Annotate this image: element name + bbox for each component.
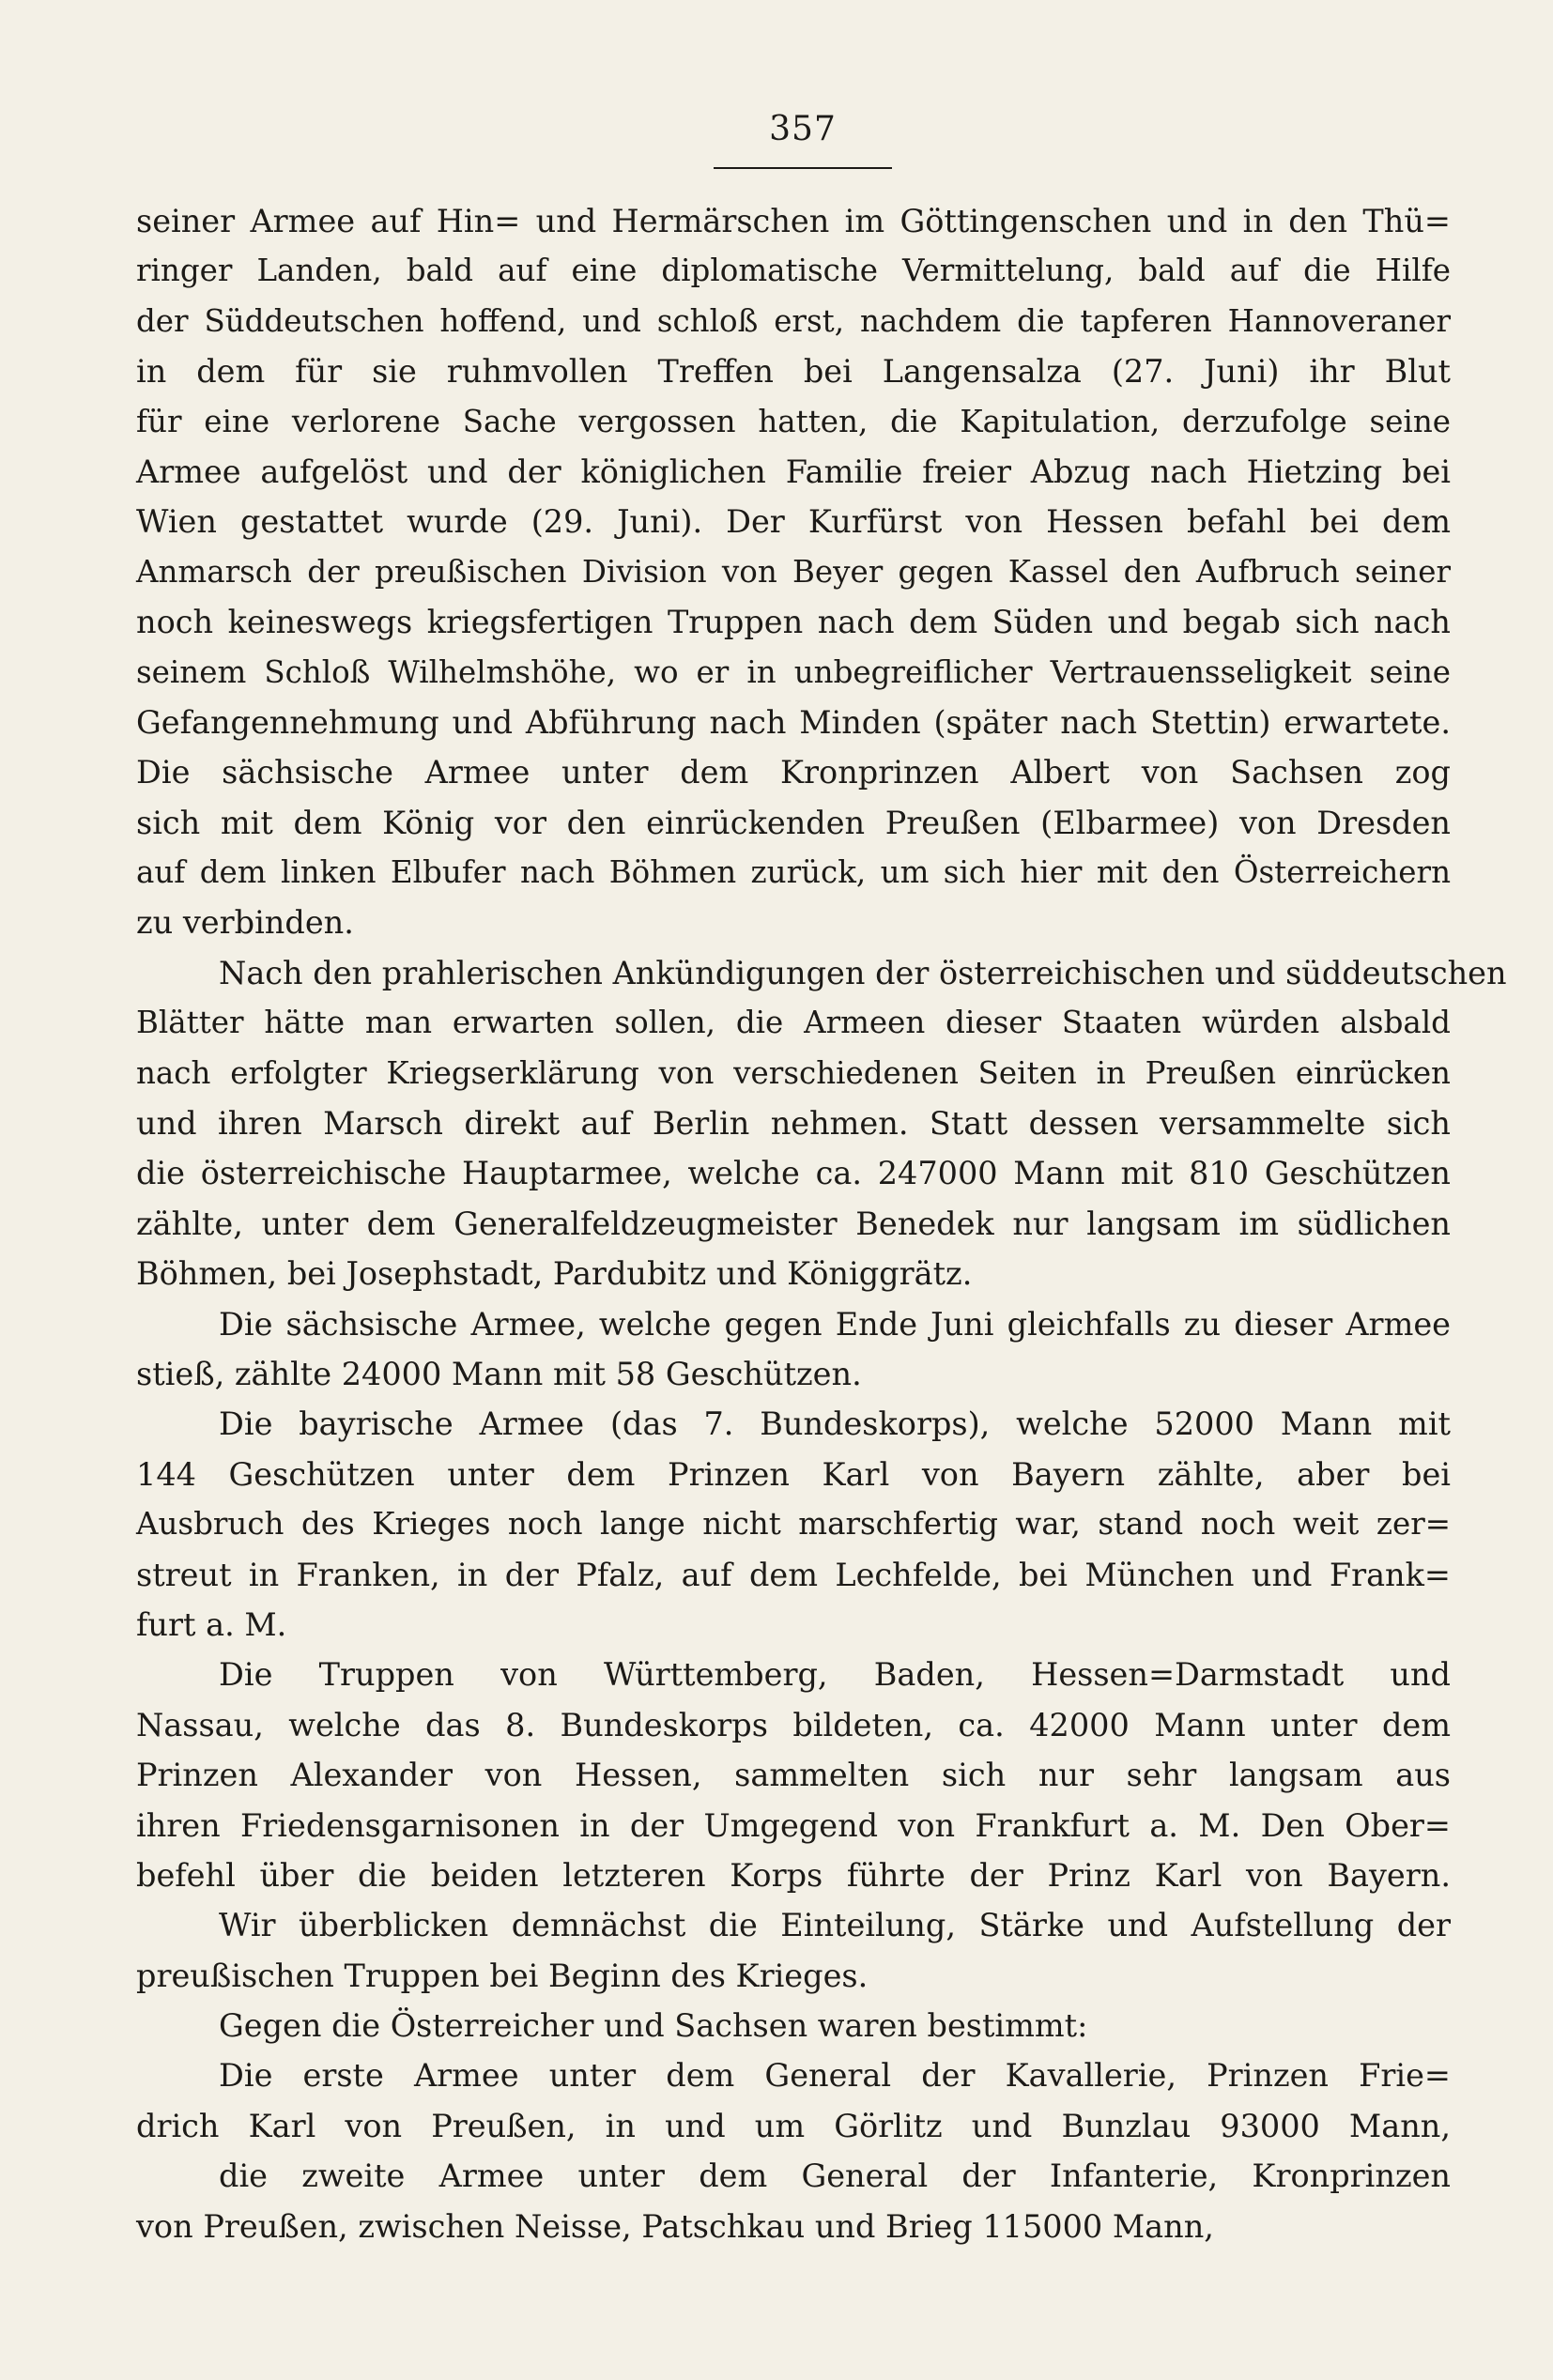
text-line: sich mit dem König vor den einrückenden Preußen (Elbarmee) von Dresden [136,804,1451,841]
text-line: zu verbinden. [136,904,354,942]
page-number: 357 [769,110,837,148]
text-line: Gefangennehmung und Abführung nach Minden (später nach Stettin) erwartete. [136,703,1451,741]
text-line: Die sächsische Armee unter dem Kronprinzen Albert von Sachsen zog [136,754,1451,791]
text-line: Gegen die Österreicher und Sachsen waren bestimmt: [219,2007,1088,2045]
text-line: und ihren Marsch direkt auf Berlin nehmen. Statt dessen versammelte sich [136,1105,1451,1143]
text-line: furt a. M. [136,1605,287,1643]
text-line: Prinzen Alexander von Hessen, sammelten sich nur sehr langsam aus [136,1757,1451,1794]
text-line: die österreichische Hauptarmee, welche ca. 247000 Mann mit 810 Geschützen [136,1155,1451,1192]
text-line: zählte, unter dem Generalfeldzeugmeister Benedek nur langsam im südlichen [136,1205,1451,1242]
text-line: streut in Franken, in der Pfalz, auf dem Lechfelde, bei München und Frank= [136,1556,1451,1593]
text-line: Die erste Armee unter dem General der Kavallerie, Prinzen Frie= [219,2057,1451,2095]
text-line: preußischen Truppen bei Beginn des Krieges. [136,1957,869,1994]
text-line: Die Truppen von Württemberg, Baden, Hessen=Darmstadt und [219,1656,1451,1694]
text-line: seinem Schloß Wilhelmshöhe, wo er in unbegreiflicher Vertrauensseligkeit seine [136,653,1451,690]
text-line: nach erfolgter Kriegserklärung von verschiedenen Seiten in Preußen einrücken [136,1054,1451,1091]
text-line: Blätter hätte man erwarten sollen, die Armeen dieser Staaten würden alsbald [136,1005,1451,1041]
text-line: der Süddeutschen hoffend, und schloß erst, nachdem die tapferen Hannoveraner [136,302,1451,339]
text-line: 144 Geschützen unter dem Prinzen Karl von Bayern zählte, aber bei [136,1455,1451,1493]
text-line: noch keineswegs kriegsfertigen Truppen nach dem Süden und begab sich nach [136,604,1451,641]
text-line: Die sächsische Armee, welche gegen Ende Juni gleichfalls zu dieser Armee [219,1305,1451,1343]
header-rule [714,167,892,169]
text-line: Wir überblicken demnächst die Einteilung, Stärke und Aufstellung der [219,1907,1451,1944]
text-line: Nach den prahlerischen Ankündigungen der österreichischen und süddeutschen [219,954,1507,991]
text-line: seiner Armee auf Hin= und Hermärschen im Göttingenschen und in den Thü= [136,203,1451,239]
text-line: stieß, zählte 24000 Mann mit 58 Geschützen. [136,1355,862,1392]
body-text [136,196,1507,2251]
text-line: Armee aufgelöst und der königlichen Familie freier Abzug nach Hietzing bei [136,453,1451,490]
text-line: Nassau, welche das 8. Bundeskorps bildeten, ca. 42000 Mann unter dem [136,1706,1451,1743]
text-line: Wien gestattet wurde (29. Juni). Der Kurfürst von Hessen befahl bei dem [136,503,1451,541]
text-line: Die bayrische Armee (das 7. Bundeskorps), welche 52000 Mann mit [219,1405,1451,1443]
text-line: Ausbruch des Krieges noch lange nicht marschfertig war, stand noch weit zer= [136,1506,1451,1543]
text-line: drich Karl von Preußen, in und um Görlitz und Bunzlau 93000 Mann, [136,2107,1451,2144]
text-line: Böhmen, bei Josephstadt, Pardubitz und Königgrätz. [136,1255,973,1293]
text-line: Anmarsch der preußischen Division von Beyer gegen Kassel den Aufbruch seiner [136,553,1451,590]
text-line: von Preußen, zwischen Neisse, Patschkau und Brieg 115000 Mann, [136,2207,1214,2245]
text-line: befehl über die beiden letzteren Korps führte der Prinz Karl von Bayern. [136,1856,1451,1894]
text-line: die zweite Armee unter dem General der Infanterie, Kronprinzen [219,2157,1451,2195]
text-line: für eine verlorene Sache vergossen hatten, die Kapitulation, derzufolge seine [136,403,1451,439]
text-line: ihren Friedensgarnisonen in der Umgegend von Frankfurt a. M. Den Ober= [136,1806,1451,1844]
text-line: ringer Landen, bald auf eine diplomatische Vermittelung, bald auf die Hilfe [136,253,1451,289]
text-line: auf dem linken Elbufer nach Böhmen zurück, um sich hier mit den Österreichern [136,854,1451,891]
text-line: in dem für sie ruhmvollen Treffen bei Langensalza (27. Juni) ihr Blut [136,353,1451,391]
